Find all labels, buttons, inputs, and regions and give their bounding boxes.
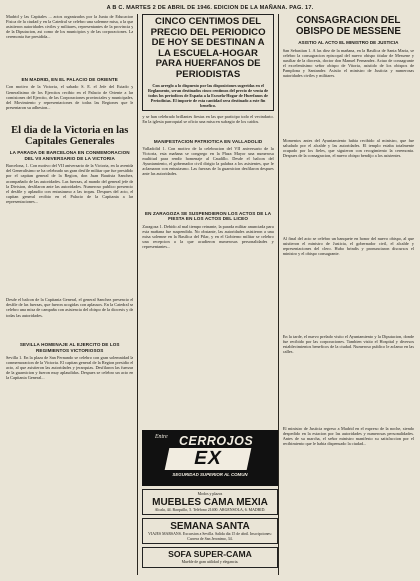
notice-title: CINCO CENTIMOS DEL PRECIO DEL PERIODICO DE HOY SE DESTINAN A LA ESCUELA-HOGAR PARA HUERFANOS DE PERIODISTAS (150, 16, 266, 80)
column-rule (137, 14, 138, 575)
article-fiestas: y se han celebrado brillantes fiestas en las que participo todo el vecindario. En la iglesia parroquial se oficio una misa en sufragio de los caidos. (142, 113, 274, 124)
notice-body: Con arreglo a lo dispuesto por las disposiciones sugeridas en el Reglamento, seran destinados cinco centimos del precio de venta de todos los periodicos de España a la Escuela-Hogar de Huerfanos de Periodistas. El importe de esta cantidad sera destinado a este fin benefico. (147, 82, 269, 108)
article-consagracion: San Sebastian 1. A las diez de la mañana, en la Basilica de Santa Maria, se celebro la consagracion episcopal del nuevo obispo titular de Messene y auxiliar de la diocesis, doctor don Manuel Fernandez. Actuo de consagrante el excelentisimo señor obispo de Vitoria, asistido de los obispos de Pamplona y Santander. Asistio el ministro de Justicia y numerosas autoridades civiles y militares. (282, 48, 415, 79)
ad-cerrojos-logo: EX (165, 448, 252, 470)
ad-semana-title: SEMANA SANTA (170, 521, 250, 533)
advertisements (142, 430, 278, 568)
ad-sofa (142, 547, 278, 567)
article-consagracion-4: En la tarde, el nuevo prelado visito el Ayuntamiento y la Diputacion, donde fue recibido por las corporaciones. Tambien visito el Hospital y diversos establecimientos beneficos de la ciudad. Numeroso publico le aclamo en las calles. (282, 334, 415, 355)
heading-palacio: EN MADRID, EN EL PALACIO DE ORIENTE (21, 77, 118, 82)
ad-cerrojos-prefix: Entre (155, 434, 168, 440)
notice-box (142, 14, 273, 111)
ad-muebles (142, 489, 278, 515)
article-zaragoza: Zaragoza 1. Debido al mal tiempo reinante, la parada militar anunciada para esta mañana fue suspendida. No obstante, las autoridades asistieron a una misa solemne en la Basilica del Pilar, y en el Gobierno militar se celebro una recepcion a la que acudieron numerosas personalidades y representantes... (142, 223, 274, 250)
heading-victoria: El dia de la Victoria en las Capitales Generales (11, 125, 129, 148)
article-barcelona-cont: Desde el balcon de la Capitania General, el general Sanchez presencio el desfile de las fuerzas, que fueron acogidas con aplausos. En la Catedral se celebro una misa de campaña con asistencia del obispo de la diocesis y de todas las autoridades. (6, 297, 134, 318)
heading-sevilla: SEVILLA HOMENAJE AL EJERCITO DE LOS REGIMIENTOS VICTORIOSOS (19, 342, 120, 353)
article-valladolid: Valladolid 1. Con motivo de la celebracion del VII aniversario de la Victoria, esta mañana se congrego en la Plaza Mayor una numerosa multitud para rendir homenaje al Caudillo. Desde el balcon del Ayuntamiento, el gobernador civil dirigio la palabra a los asistentes, que le aclamaron con entusiasmo. Las fuerzas de la guarnicion desfilaron despues ante las autoridades. (142, 145, 274, 177)
ad-sofa-body: Mueble de gran utilidad y elegancia. (181, 559, 239, 564)
heading-valladolid: MANIFESTACION PATRIOTICA EN VALLADOLID (153, 138, 263, 144)
headline-consagracion: CONSAGRACION DEL OBISPO DE MESSENE (295, 15, 401, 37)
ad-cerrojos (142, 430, 278, 486)
column-left (6, 14, 133, 575)
ad-sofa-title: SOFA SUPER-CAMA (168, 549, 252, 560)
ad-muebles-pre: Modos y plazos (197, 492, 223, 496)
heading-zaragoza: EN ZARAGOZA SE SUSPENDIERON LOS ACTOS DE LA FIESTA EN LOS ACTOS DEL LICEO (145, 210, 272, 222)
column-right (283, 14, 414, 575)
ad-muebles-title: MUEBLES CAMA MEXIA (152, 496, 268, 508)
article-barcelona: Barcelona, 1. Con motivo del VII aniversario de la Victoria, en la avenida del Generalisimo se ha celebrado un gran desfile militar que fue presidido por el capitan general de la Region, don Juan Bautista Sanchez, acompañado de las autoridades. Las fuerzas, al mando del general jefe de la Division, desfilaron ante las autoridades. Numeroso publico presencio el desfile y aplaudio con entusiasmo a las tropas. Despues del acto, el capitan general recibio en el Palacio de la Capitania a las representaciones... (6, 163, 134, 204)
article-palacio: Con motivo de la Victoria, el sabado S. E. el Jefe del Estado y Generalisimo de los Ejercitos recibio en el Palacio de Oriente a las comisiones del Ejercito, de las Corporaciones provinciales y municipales, del Movimiento y representaciones de todas las Regiones que le presentaron su adhesion... (6, 84, 134, 110)
article-intro: Madrid y las Capitales ... actos organizados por la Junta de Educacion Fisica de la ciudad y en la Catedral se celebro una solemne misa, a la que asistieron autoridades civiles y militares, representantes de la provincia y de la Diputacion, asi como de los municipios y de las corporaciones. La ceremonia fue presidida... (6, 14, 134, 40)
ad-cerrojos-tagline: SEGURIDAD SUPERIOR AL COMUN (172, 472, 248, 477)
article-consagracion-5: El ministro de Justicia regreso a Madrid en el expreso de la noche, siendo despedido en la estacion por las autoridades y numerosas personalidades. Antes de su marcha, el señor ministro manifesto su satisfaccion por el recibimiento que le habia dispensado la ciudad... (282, 426, 415, 447)
article-consagracion-2: Momentos antes del Ayuntamiento habia recibido al ministro, que fue saludado por el alcalde y las autoridades. El templo estaba totalmente ocupado por los fieles, que siguieron con recogimiento la ceremonia. Despues de la consagracion, el nuevo obispo bendijo a los asistentes. (282, 138, 415, 159)
ad-semana-body: VIAJES MARSANS. Excursion a Sevilla. Salida dia 15 de abril. Inscripciones: Carrera de San Jeronimo, 34. (148, 532, 272, 541)
ad-semana-santa (142, 518, 278, 544)
ad-muebles-body: Alcala, 44. Barquillo, 5. Teléfono 21400. ARGENSOLA, 6. MADRID. (154, 507, 266, 512)
heading-barcelona: LA PARADA DE BARCELONA EN CONMEMORACION DEL VII ANIVERSARIO DE LA VICTORIA (9, 150, 130, 161)
article-consagracion-3: Al final del acto se celebro un banquete en honor del nuevo obispo, al que asistieron el ministro de Justicia, el gobernador civil, el alcalde y representaciones del clero. Hubo brindis y pronunciaron discursos el ministro y el obispo consagrante. (282, 236, 415, 257)
ad-cerrojos-word: CERROJOS (179, 434, 254, 448)
page-header: A B C. MARTES 2 DE ABRIL DE 1946. EDICION DE LA MAÑANA. PAG. 17. (106, 5, 314, 11)
article-sevilla: Sevilla 1. En la plaza de San Fernando se celebro con gran solemnidad la conmemoracion de la Victoria. El capitan general de la Region presidio el acto, al que asistieron las autoridades y jerarquias. Desfilaron las fuerzas de la guarnicion y fueron muy aplaudidas. Despues se celebro un acto en la Capitania General... (6, 355, 134, 381)
subheading-ministro: ASISTIO AL ACTO EL MINISTRO DE JUSTICIA (298, 39, 399, 45)
